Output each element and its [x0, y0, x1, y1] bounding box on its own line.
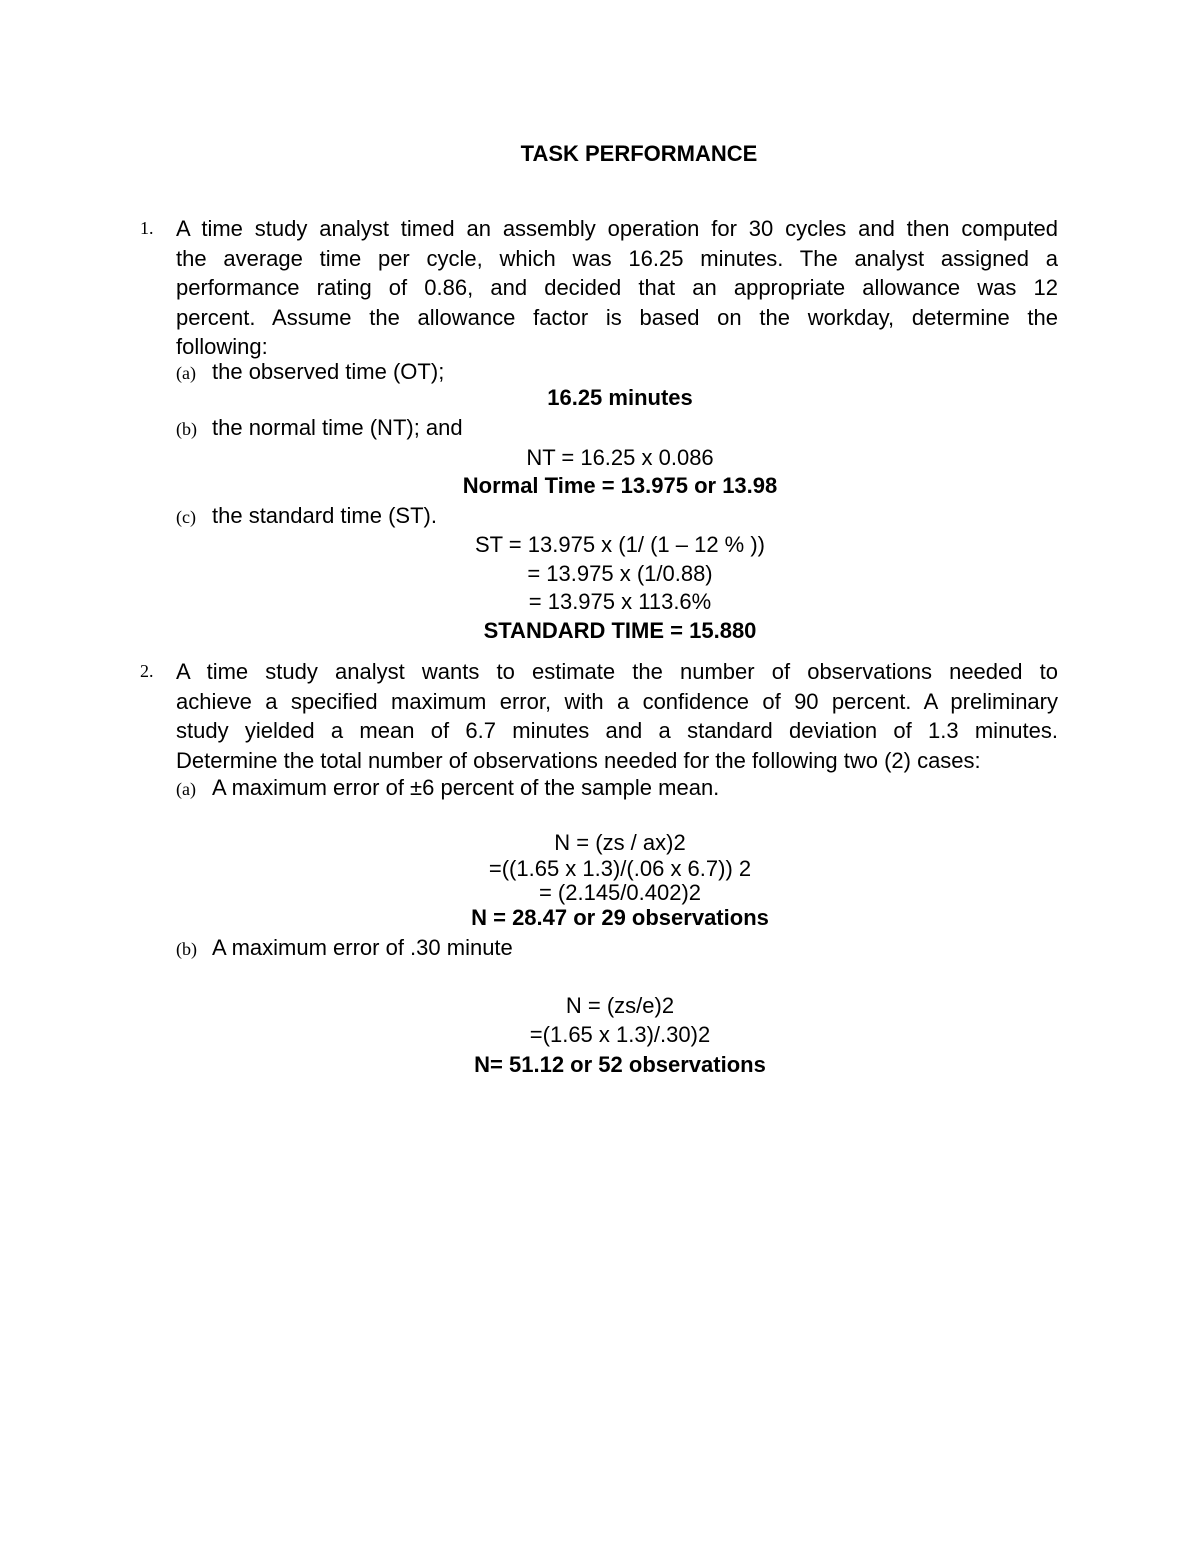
answer-2b: N= 51.12 or 52 observations	[474, 1052, 766, 1077]
question-1a	[176, 358, 444, 387]
formula-2a-step: =((1.65 x 1.3)/(.06 x 6.7)) 2	[488, 856, 752, 881]
answer-2a: N = 28.47 or 29 observations	[471, 905, 769, 930]
question-2-text	[176, 657, 1058, 775]
answer-1b: Normal Time = 13.975 or 13.98	[462, 473, 778, 498]
question-2-number: 2.	[140, 661, 154, 681]
question-1-line: the average time per cycle, which was 16.25 minutes. The analyst assigned a	[176, 245, 1058, 271]
item-text: A maximum error of .30 minute	[212, 935, 513, 960]
question-1-line: percent. Assume the allowance factor is based on the workday, determine the	[176, 304, 1058, 330]
formula-1b: NT = 16.25 x 0.086	[526, 445, 714, 470]
formula-2a-step: = (2.145/0.402)2	[538, 880, 702, 905]
question-2a	[176, 774, 719, 803]
formula-2b-step: =(1.65 x 1.3)/.30)2	[529, 1022, 711, 1047]
item-text: the standard time (ST).	[212, 503, 437, 528]
question-2-line: A time study analyst wants to estimate the number of observations needed to	[176, 659, 1058, 684]
answer-1a: 16.25 minutes	[547, 385, 693, 410]
item-text: the normal time (NT); and	[212, 415, 463, 440]
question-2b	[176, 934, 513, 963]
item-label: (b)	[176, 419, 197, 439]
question-2-line: Determine the total number of observations needed for the following two (2) cases:	[176, 747, 981, 773]
question-2-line: study yielded a mean of 6.7 minutes and a standard deviation of 1.3 minutes.	[176, 718, 1058, 743]
page-title: TASK PERFORMANCE	[520, 141, 758, 166]
formula-1c-step: ST = 13.975 x (1/ (1 – 12 % ))	[474, 532, 766, 557]
question-1-line: performance rating of 0.86, and decided that an appropriate allowance was 12	[176, 275, 1058, 300]
formula-1c-step: = 13.975 x 113.6%	[528, 589, 712, 614]
question-2-line: achieve a specified maximum error, with a confidence of 90 percent. A preliminary	[176, 688, 1058, 714]
formula-2a-step: N = (zs / ax)2	[554, 830, 686, 855]
question-1-line: A time study analyst timed an assembly operation for 30 cycles and then computed	[176, 216, 1058, 241]
question-1-line: following:	[176, 334, 268, 359]
item-label: (a)	[176, 363, 196, 383]
answer-1c: STANDARD TIME = 15.880	[483, 618, 757, 643]
question-1-text	[176, 214, 1058, 362]
question-1b	[176, 414, 463, 443]
question-1c	[176, 502, 437, 531]
formula-1c-step: = 13.975 x (1/0.88)	[527, 561, 713, 586]
item-text: the observed time (OT);	[212, 359, 445, 384]
item-label: (a)	[176, 779, 196, 799]
question-1-number: 1.	[140, 218, 154, 238]
item-label: (c)	[176, 507, 196, 527]
item-label: (b)	[176, 939, 197, 959]
formula-2b-step: N = (zs/e)2	[565, 993, 675, 1018]
item-text: A maximum error of ±6 percent of the sample mean.	[212, 775, 720, 800]
